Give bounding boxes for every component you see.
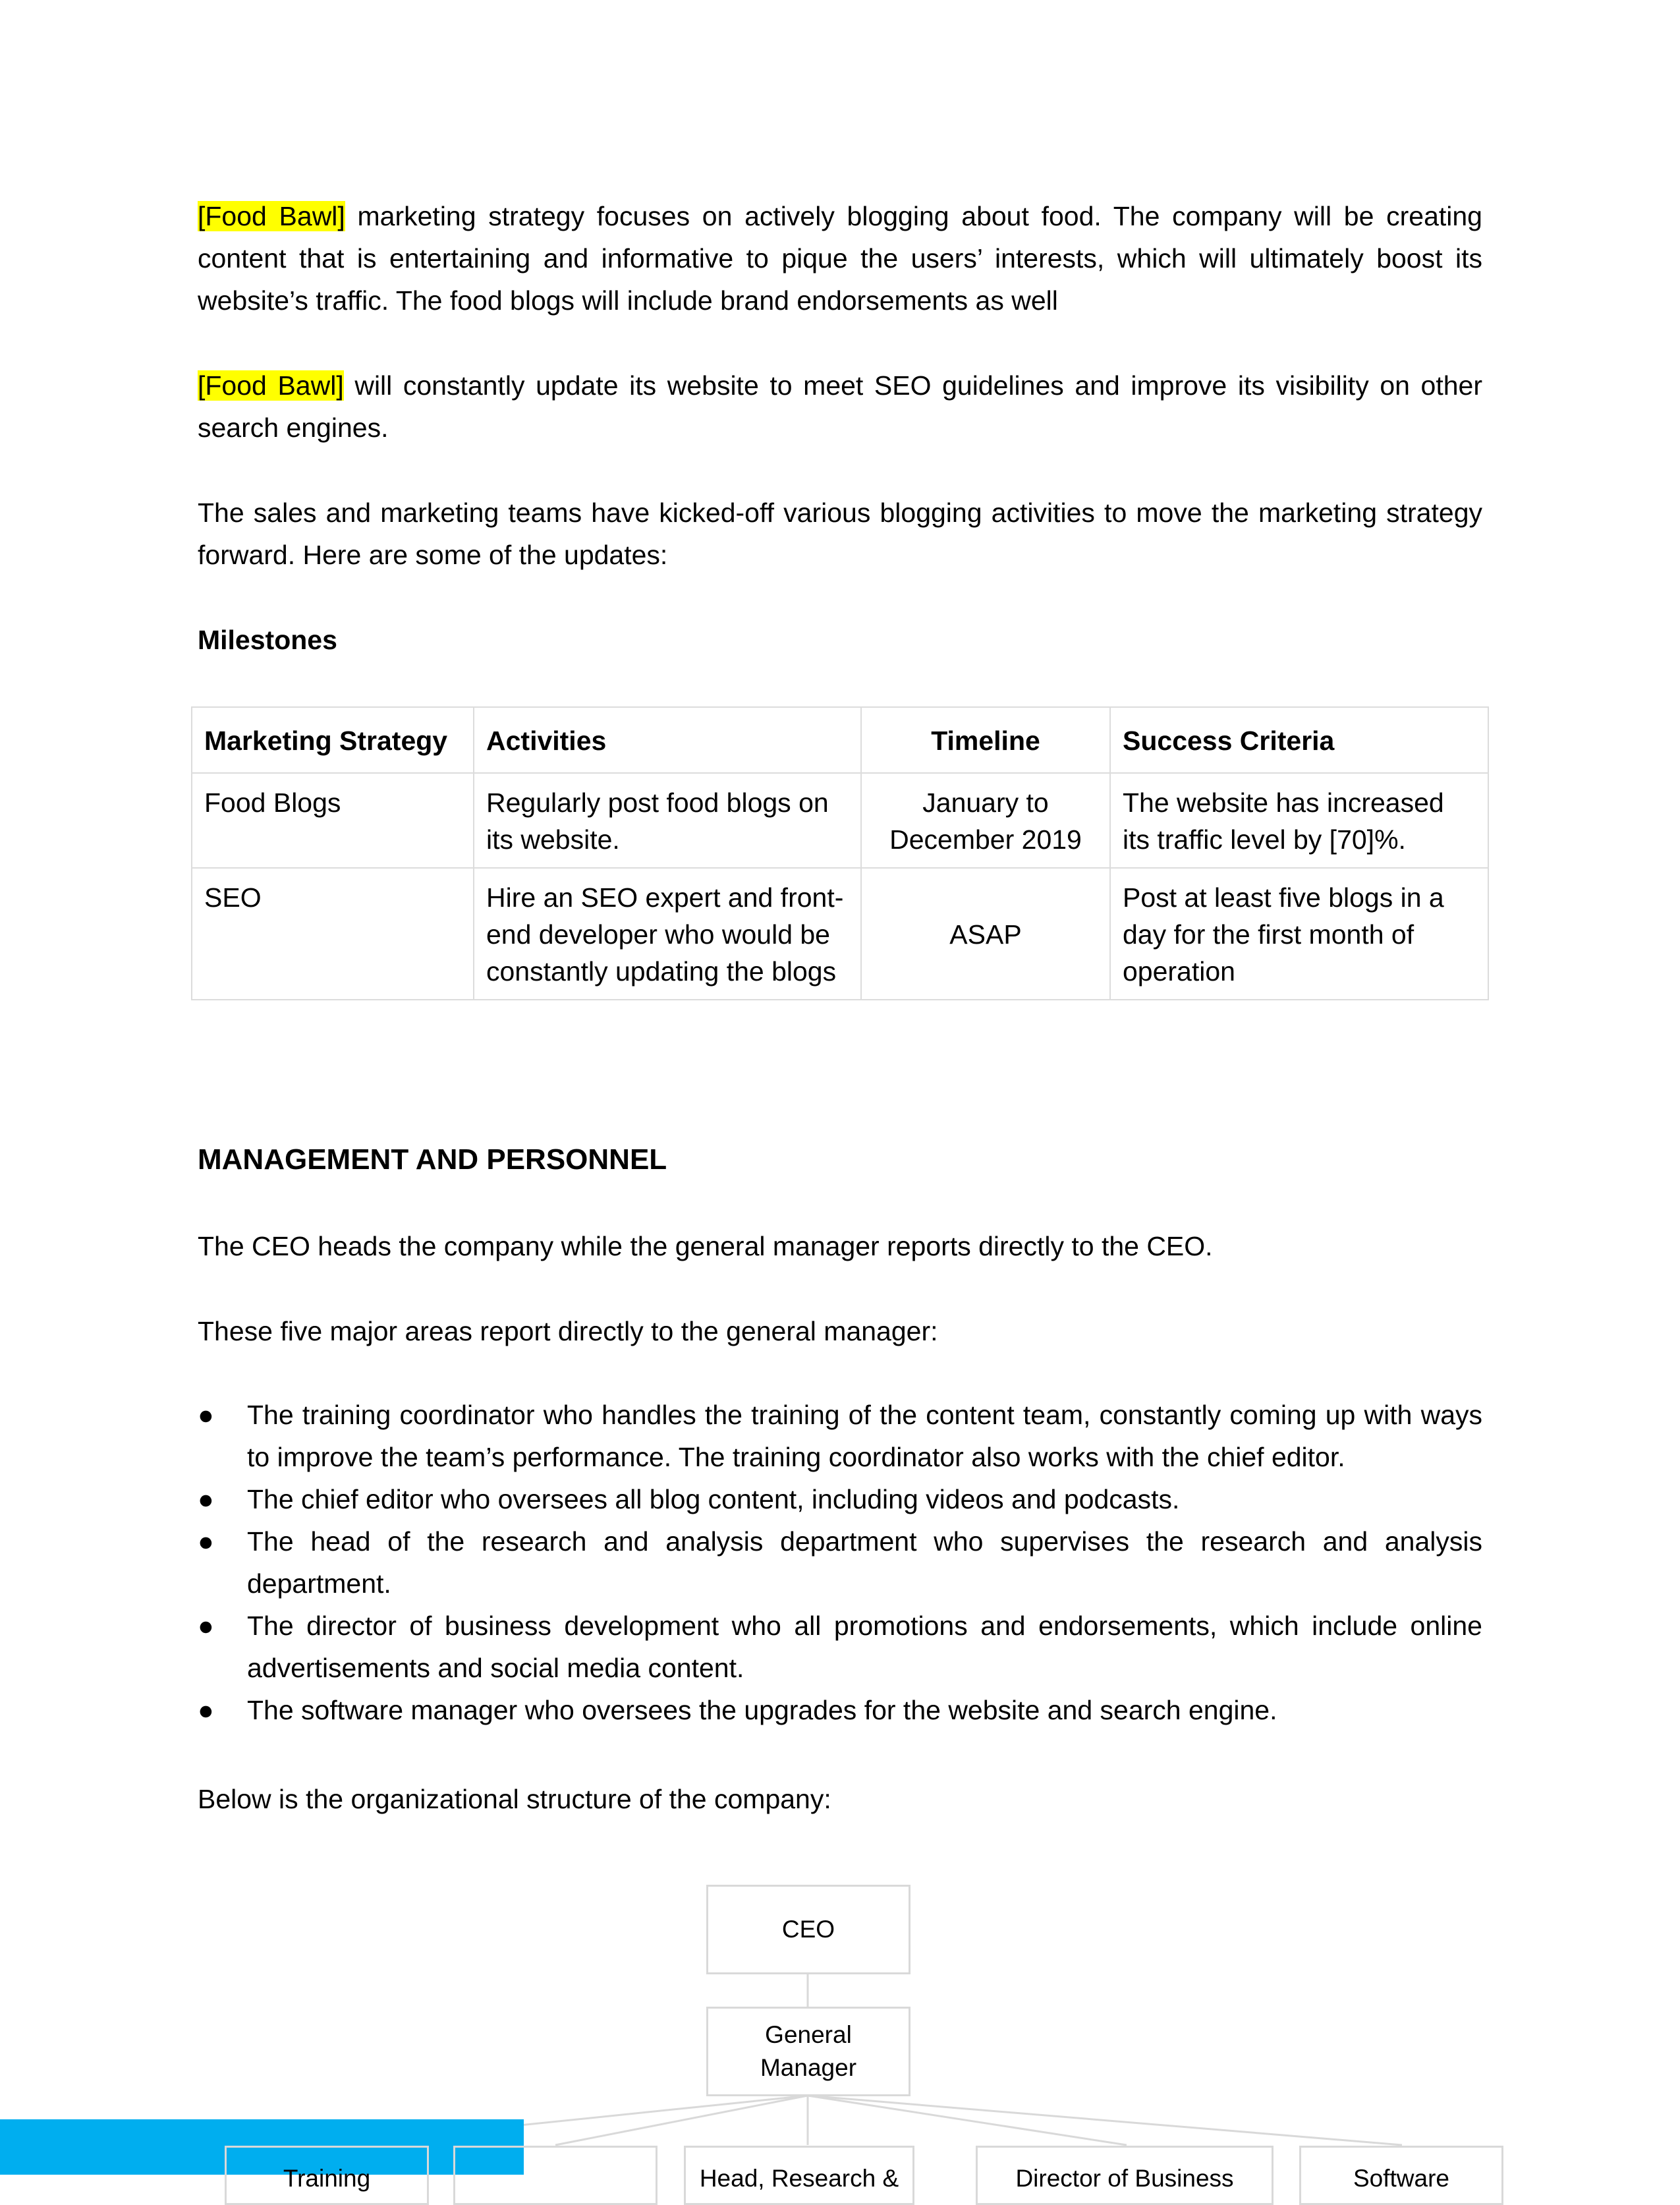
table-header-cell: Success Criteria — [1110, 707, 1488, 773]
intro-paragraph-2-text: will constantly update its website to meet SEO guidelines and improve its visibility on other search engines. — [198, 370, 1482, 443]
table-cell: Food Blogs — [192, 773, 474, 868]
table-header-cell: Marketing Strategy — [192, 707, 474, 773]
org-box-training — [225, 2146, 429, 2205]
bullet-icon: ● — [198, 1611, 214, 1641]
org-box-label: Head, Research & — [699, 2165, 899, 2192]
list-item-text: The chief editor who oversees all blog content, including videos and podcasts. — [247, 1484, 1180, 1514]
list-item-text: The training coordinator who handles the training of the content team, constantly coming up with ways to improve the team’s performance. The training coordinator also works with the chief editor. — [247, 1400, 1482, 1472]
org-box-label: Training — [283, 2165, 371, 2192]
table-cell: The website has increased its traffic level by [70]%. — [1110, 773, 1488, 868]
org-box-label: CEO — [781, 1916, 835, 1943]
list-item-text: The software manager who oversees the upgrades for the website and search engine. — [247, 1695, 1277, 1725]
management-paragraph-2: These five major areas report directly to the general manager: — [198, 1316, 938, 1346]
org-box-label: Director of Business — [1015, 2165, 1234, 2192]
list-item-text: The head of the research and analysis department who supervises the research and analysis department. — [247, 1526, 1482, 1599]
section-title: MANAGEMENT AND PERSONNEL — [198, 1143, 667, 1176]
intro-paragraph-3: The sales and marketing teams have kicked-off various blogging activities to move the marketing strategy forward. Here are some of the updates: — [198, 498, 1482, 570]
table-cell: January to December 2019 — [861, 773, 1110, 868]
table-cell: ASAP — [861, 868, 1110, 1000]
org-box-general-manager — [706, 2007, 910, 2096]
org-box-software — [1299, 2146, 1503, 2205]
table-cell: Hire an SEO expert and front-end developer who would be constantly updating the blogs — [474, 868, 861, 1000]
company-name-highlight: [Food Bawl] — [198, 201, 345, 231]
connector-line — [555, 2096, 808, 2145]
bullet-icon: ● — [198, 1526, 214, 1557]
table-cell: SEO — [192, 868, 474, 1000]
org-box-ceo — [706, 1885, 910, 1974]
intro-paragraph-1-text: marketing strategy focuses on actively blogging about food. The company will be creating content that is entertaining and informative to pique the users’ interests, which will ultimately boost its website’s traffic. The food blogs will include brand endorsements as well — [198, 201, 1482, 316]
org-box-director-business — [976, 2146, 1274, 2205]
management-paragraph-1: The CEO heads the company while the general manager reports directly to the CEO. — [198, 1231, 1213, 1261]
table-header-cell: Activities — [474, 707, 861, 773]
org-box-label: General Manager — [760, 2021, 857, 2081]
bullet-icon: ● — [198, 1400, 214, 1430]
table-header-cell: Timeline — [861, 707, 1110, 773]
table-cell: Regularly post food blogs on its website. — [474, 773, 861, 868]
list-item-text: The director of business development who all promotions and endorsements, which include online advertisements and social media content. — [247, 1611, 1482, 1683]
company-name-highlight: [Food Bawl] — [198, 370, 344, 401]
connector-line — [808, 2096, 1402, 2145]
org-box-label: Software — [1353, 2165, 1449, 2192]
management-paragraph-3: Below is the organizational structure of the company: — [198, 1784, 831, 1814]
org-box-head-research — [684, 2146, 914, 2205]
connector-line — [808, 2096, 1127, 2145]
org-box-chief-editor — [453, 2146, 658, 2205]
table-cell: Post at least five blogs in a day for the first month of operation — [1110, 868, 1488, 1000]
bullet-icon: ● — [198, 1484, 214, 1514]
bullet-icon: ● — [198, 1695, 214, 1725]
milestones-heading: Milestones — [198, 625, 337, 655]
